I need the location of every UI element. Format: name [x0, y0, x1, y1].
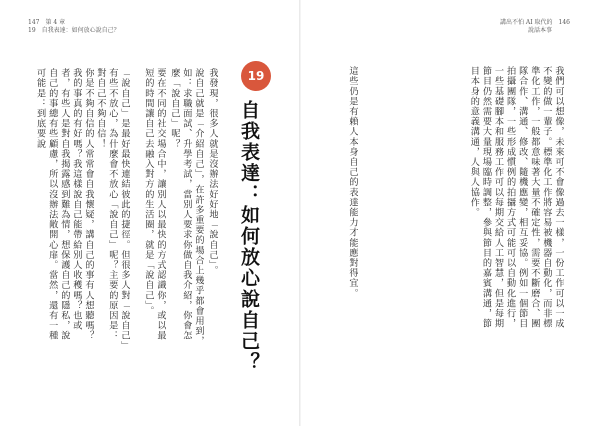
left-paragraph-3: 要在不同的社交場合中，讓別人以最快的方式認識你，或以最短的時間讓自己去融入對方的生活圈，就是「說自己」。 — [142, 68, 166, 341]
left-header-line1 — [28, 19, 120, 27]
page-gutter — [299, 0, 301, 426]
right-book-title-2: 說話本事 — [527, 27, 552, 34]
left-paragraph-1: 我發現，很多人就是沒辦法好好地「說自己」。 — [207, 68, 218, 276]
right-page-number: 146 — [558, 19, 570, 26]
left-page-number: 147 — [28, 19, 40, 26]
right-paragraph-2: 這些仍是有賴人本身自己的表達能力才能應對得宜。 — [347, 66, 358, 299]
right-page-header — [500, 19, 570, 35]
right-book-title-1: 講出不怕 AI 取代的 — [500, 19, 553, 26]
left-page-header — [28, 19, 120, 35]
left-paragraph-4: 「說自己」是最好最快連結彼此的捷徑。但很多人對「說自己」有些不放心，為什麼會不放心「說自己」呢？主要的原因是：對自己不夠自信！ — [94, 68, 130, 347]
section-title: 自我表達：如何放心說自己？ — [238, 100, 260, 373]
right-paragraph-1: 我們可以想像，未來可不會像過去一樣，一份工作可以一成不變的做一輩子。標準化工作將容易被機器自動化，而非標準化工作，一般都意味著大量不確定性，需要不斷磨合、團隊合作、溝通、修改、隨機應變，相互妥協。例如一個節目拍攝團隊，一些形成慣例的拍攝方式可能可以自動化進行，一些基礎腳本和服務工作可以每期交給人工智慧，但是每期節目仍然需要大量現場臨時調整，參與節目的嘉賓溝通，節目本身的意義溝通，人與人協作。 — [468, 66, 564, 329]
left-paragraph-2: 說自己就是「介紹自己」，在許多重要的場合上幾乎都會用到，如：求職面試、升學考試，當別人要求你做自我介紹，你會怎麼「說自己」呢？ — [168, 68, 204, 347]
left-chapter-label: 第 4 章 — [45, 19, 66, 26]
right-header-line1 — [500, 19, 570, 27]
left-paragraph-5: 你是不夠自信的人常常會自我懷疑，講自己的事有人想聽嗎？我的事真的有好嗎？我這樣說自己能帶給別人收穫嗎？也或者，有些人是對自我揭露感到難為情，想保護自己的隱私，說自己的事總有些顧慮，所以沒辦法敞開心扉。當然，還有一種可能是：到底要說 — [34, 68, 94, 341]
section-number-badge: 19 — [241, 61, 271, 91]
left-section-label: 19 自我表達：如何放心說自己？ — [28, 27, 120, 34]
